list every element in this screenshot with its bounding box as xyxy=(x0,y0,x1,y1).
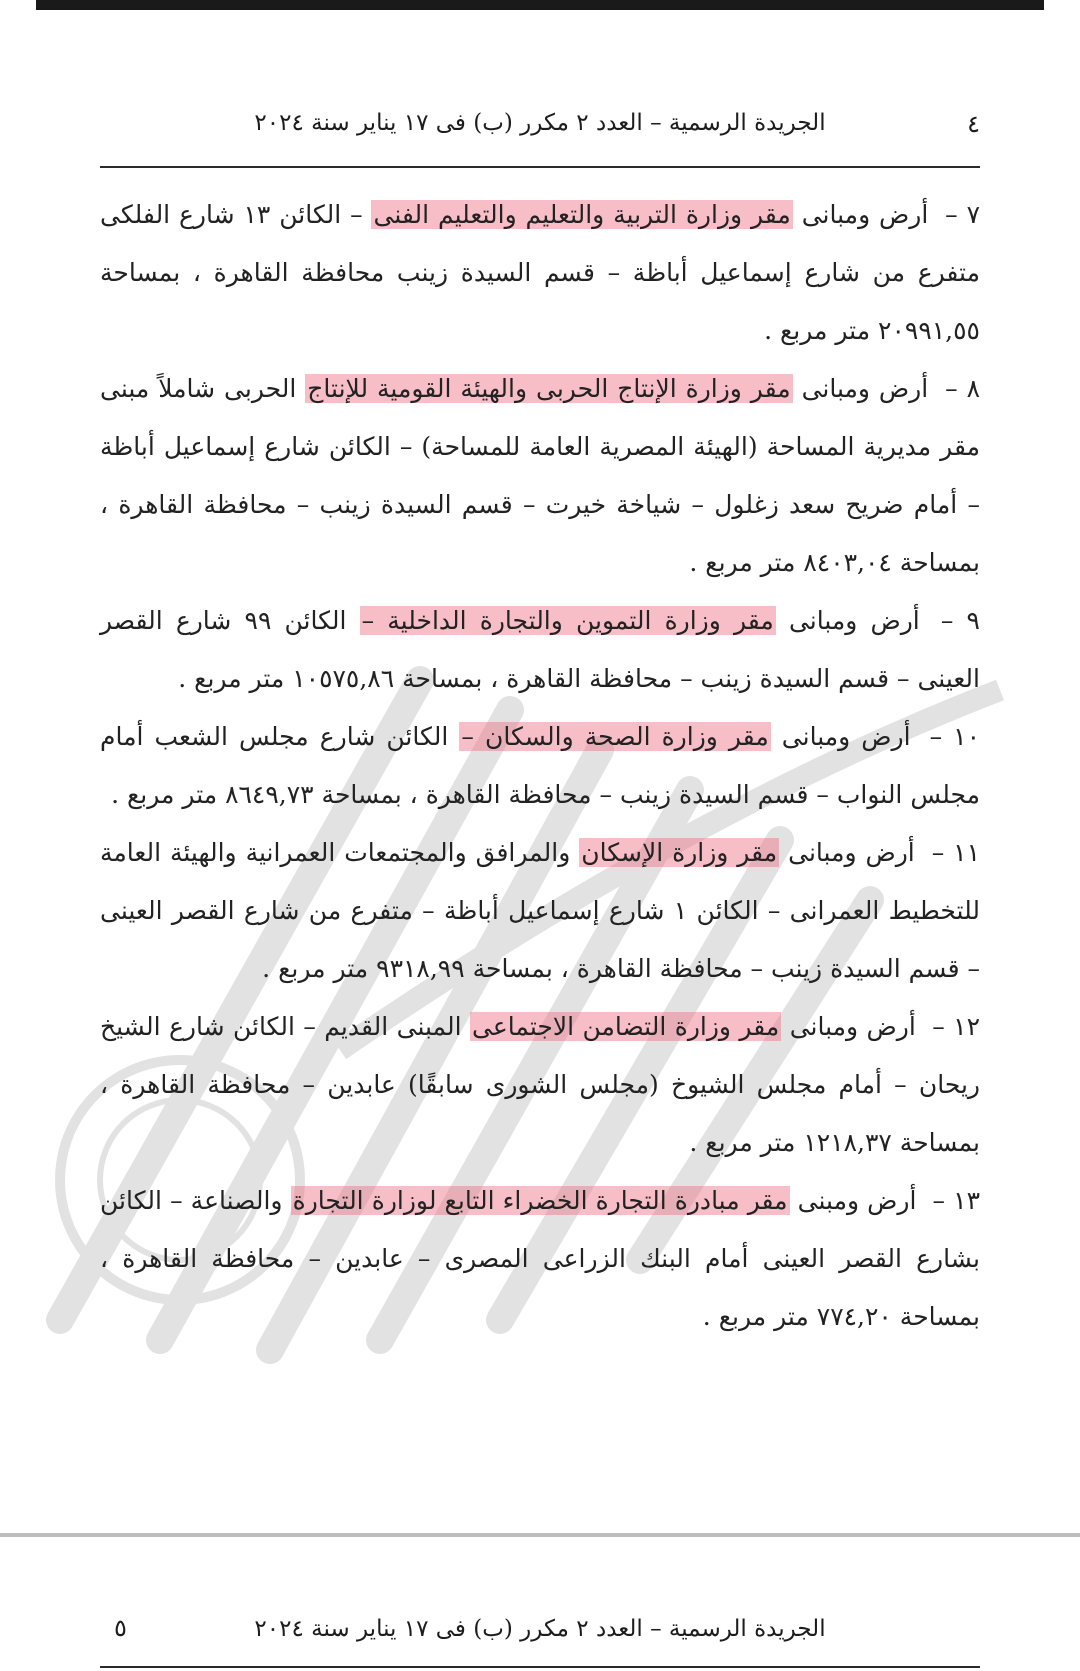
item-number: ١٣ – xyxy=(932,1186,980,1215)
item-number: ٨ – xyxy=(945,374,980,403)
page-header xyxy=(100,96,980,168)
list-item xyxy=(100,1172,980,1346)
item-text: – الكائن ١٣ شارع الفلكى متفرع من شارع إسماعيل أباظة – قسم السيدة زينب محافظة القاهرة ، بمساحة ٢٠٩٩١,٥٥ متر مربع . xyxy=(100,200,980,345)
item-text: أرض ومبنى xyxy=(797,1186,917,1215)
highlighted-text: مقر وزارة التضامن الاجتماعى xyxy=(472,1012,780,1041)
item-text: والصناعة – الكائن بشارع القصر العينى أمام البنك الزراعى المصرى – عابدين – محافظة القاهرة ، بمساحة ٧٧٤,٢٠ متر مربع . xyxy=(100,1186,980,1331)
highlighted-text: مقر وزارة الإنتاج الحربى والهيئة القومية للإنتاج xyxy=(307,374,791,403)
list-item xyxy=(100,360,980,592)
item-number: ١٢ – xyxy=(932,1012,981,1041)
next-page-header xyxy=(100,1600,980,1668)
decree-items xyxy=(100,186,980,1346)
list-item xyxy=(100,824,980,998)
highlighted-text: مقر وزارة التموين والتجارة الداخلية – xyxy=(361,606,774,635)
item-text: والمرافق والمجتمعات العمرانية والهيئة العامة للتخطيط العمرانى – الكائن ١ شارع إسماعيل أباظة – متفرع من شارع القصر العينى – قسم السيدة زينب – محافظة القاهرة ، بمساحة ٩٣١٨,٩٩ متر مربع . xyxy=(100,838,980,983)
item-text: الحربى شاملاً مبنى مقر مديرية المساحة (الهيئة المصرية العامة للمساحة) – الكائن شارع إسماعيل أباظة – أمام ضريح سعد زغلول – شياخة خيرت – قسم السيدة زينب – محافظة القاهرة ، بمساحة ٨٤٠٣,٠٤ متر مربع . xyxy=(100,374,980,577)
page-number: ٤ xyxy=(967,110,980,138)
page-separator xyxy=(0,1533,1080,1537)
page-header-title: الجريدة الرسمية – العدد ٢ مكرر (ب) فى ١٧ يناير سنة ٢٠٢٤ xyxy=(254,1616,826,1642)
item-text: الكائن شارع مجلس الشعب أمام مجلس النواب – قسم السيدة زينب – محافظة القاهرة ، بمساحة ٨٦٤٩,٧٣ متر مربع . xyxy=(100,722,980,809)
item-text: أرض ومبانى xyxy=(801,374,929,403)
list-item xyxy=(100,998,980,1172)
list-item xyxy=(100,186,980,360)
highlighted-text: مقر وزارة الصحة والسكان – xyxy=(461,722,769,751)
item-text: المبنى القديم – الكائن شارع الشيخ ريحان – أمام مجلس الشيوخ (مجلس الشورى سابقًا) عابدين – محافظة القاهرة ، بمساحة ١٢١٨,٣٧ متر مربع . xyxy=(100,1012,980,1157)
item-text: الكائن ٩٩ شارع القصر العينى – قسم السيدة زينب – محافظة القاهرة ، بمساحة ١٠٥٧٥,٨٦ متر مربع . xyxy=(100,606,980,693)
item-number: ٩ – xyxy=(940,606,980,635)
item-number: ١٠ – xyxy=(929,722,980,751)
item-text: أرض ومبانى xyxy=(788,838,915,867)
list-item xyxy=(100,592,980,708)
item-number: ٧ – xyxy=(945,200,980,229)
list-item xyxy=(100,708,980,824)
highlighted-text: مقر وزارة الإسكان xyxy=(581,838,778,867)
item-text: أرض ومبانى xyxy=(781,722,911,751)
highlighted-text: مقر مبادرة التجارة الخضراء التابع لوزارة التجارة xyxy=(292,1186,788,1215)
page-header-title: الجريدة الرسمية – العدد ٢ مكرر (ب) فى ١٧ يناير سنة ٢٠٢٤ xyxy=(254,110,826,136)
item-text: أرض ومبانى xyxy=(788,606,920,635)
item-text: أرض ومبانى xyxy=(801,200,929,229)
highlighted-text: مقر وزارة التربية والتعليم والتعليم الفنى xyxy=(373,200,791,229)
item-text: أرض ومبانى xyxy=(789,1012,916,1041)
top-rule xyxy=(36,0,1044,10)
page-number: ٥ xyxy=(114,1614,127,1642)
item-number: ١١ – xyxy=(931,838,980,867)
